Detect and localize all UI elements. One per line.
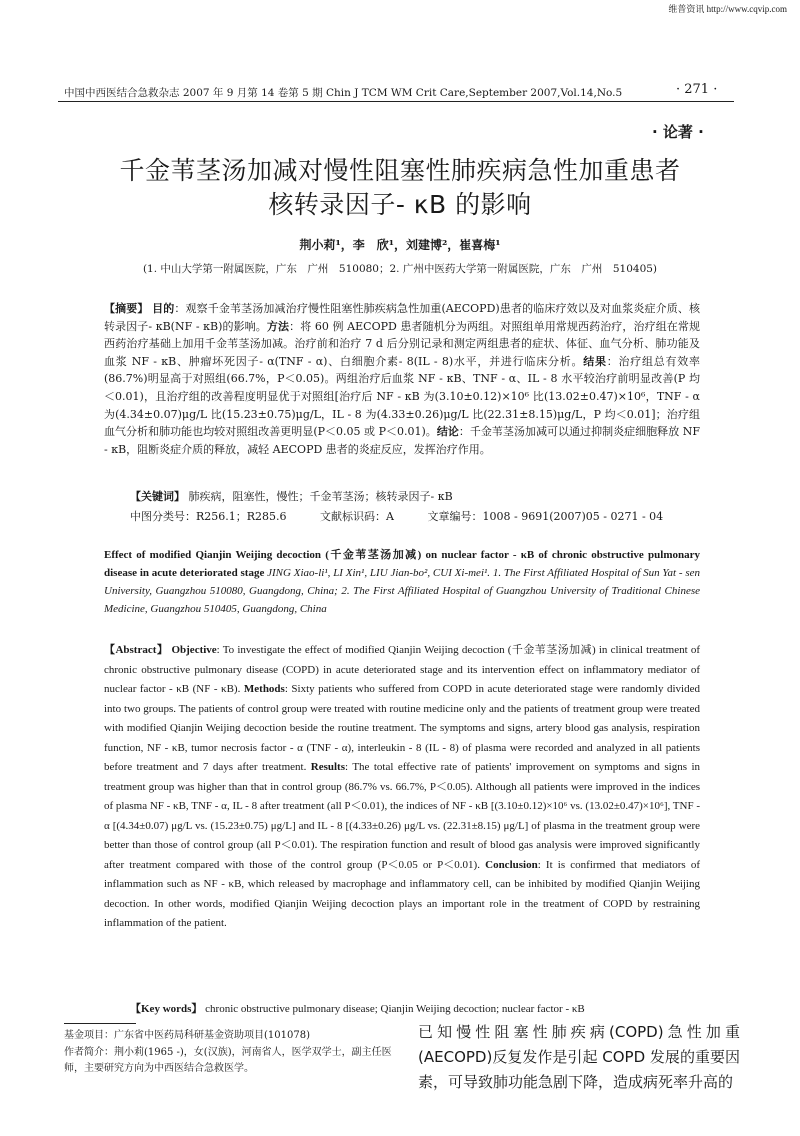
fund-note: 基金项目：广东省中医药局科研基金资助项目(101078)	[64, 1030, 310, 1041]
affiliation: (1. 中山大学第一附属医院，广东 广州 510080；2. 广州中医药大学第一附属医院，广东 广州 510405)	[142, 263, 658, 275]
journal-header: 中国中西医结合急救杂志 2007 年 9 月第 14 卷第 5 期 Chin J TCM WM Crit Care,September 2007,Vol.14,No.5	[64, 87, 623, 99]
footnote-rule	[64, 1023, 136, 1024]
article-number: 文章编号：1008 - 9691(2007)05 - 0271 - 04	[427, 510, 664, 523]
footnote	[64, 1028, 394, 1078]
en-methods-label: Methods	[243, 683, 285, 695]
document-code: 文献标识码：A	[320, 510, 394, 523]
en-abstract-label: 【Abstract】	[104, 644, 169, 656]
cn-objective: ：观察千金苇茎汤加减治疗慢性阻塞性肺疾病急性加重(AECOPD)患者的临床疗效以及对血浆炎症介质、核转录因子- κB(NF - κB)的影响。	[104, 302, 700, 333]
cn-results-label: 结果	[583, 354, 607, 368]
cn-keywords-text: 肺疾病，阻塞性，慢性；千金苇茎汤；核转录因子- κB	[188, 490, 453, 503]
cn-objective-label: 目的	[152, 302, 175, 315]
en-keywords-text: chronic obstructive pulmonary disease; Qianjin Weijing decoction; nuclear factor - κB	[205, 1003, 585, 1015]
header-rule	[58, 101, 734, 102]
paper-title-line-1: 千金苇茎汤加减对慢性阻塞性肺疾病急性加重患者	[119, 156, 681, 185]
en-conclusion: : It is confirmed that mediators of inflammation such as NF - κB, which released by macrophage and inflammatory cell, can be inhibited by modified Qianjin Weijing decoction. In other words, modified Qianjin Weijing decoction plays an important role in the treatment of COPD by restraining inflammation of the patient.	[104, 858, 700, 929]
en-conclusion-label: Conclusion	[485, 858, 538, 871]
en-methods: : Sixty patients who suffered from COPD in acute deteriorated stage were randomly divided into two groups. The patients of control group were treated with routine medicine only and the patients of treatment group were treated with modified Qianjin Weijing decoction beside the routine treatment. The symptoms and signs, artery blood gas analysis, respiration function, NF - κB, tumor necrosis factor - α (TNF - α), interleukin - 8 (IL - 8) of plasma were recorded and analyzed in all patients before treatment and 7 days after treatment.	[104, 683, 701, 773]
body-text: 已知慢性阻塞性肺疾病(COPD)急性加重(AECOPD)反复发作是引起 COPD 发展的重要因素，可导致肺功能急剧下降，造成病死率升高的	[418, 1023, 740, 1091]
english-title: Effect of modified Qianjin Weijing decoction (千金苇茎汤加减) on nuclear factor - κB of chronic obstructive pulmonary disease in acute deteriorated stage	[104, 549, 700, 579]
watermark: 维普资讯 http://www.cqvip.com	[668, 4, 787, 14]
authors: 荆小莉¹，李 欣¹，刘建博²，崔喜梅¹	[299, 238, 501, 252]
en-objective: : To investigate the effect of modified Qianjin Weijing decoction (千金苇茎汤加减) in clinical treatment of chronic obstructive pulmonary disease (COPD) in acute deteriorated stage and its intervention effect on inflammatory mediator of nuclear factor - κB (NF - κB).	[104, 644, 701, 695]
cn-methods-label: 方法	[266, 319, 290, 333]
chinese-keywords	[130, 488, 700, 504]
page-number: · 271 ·	[676, 82, 718, 97]
en-results: : The total effective rate of patients' improvement on symptoms and signs in treatment group was higher than that in control group (86.7% vs. 66.7%, P＜0.05). Although all patients were improved in the indices of plasma NF - κB, TNF - α, IL - 8 after treatment (all P＜0.01), the indices of NF - κB [(3.10±0.12)×10⁶ vs. (13.02±0.47)×10⁶], TNF - α [(4.34±0.07) μg/L vs. (15.23±0.75) μg/L] and IL - 8 [(4.33±0.26) μg/L vs. (22.31±8.15) μg/L] of plasma in the treatment group were better than those of control group (all P＜0.01). The respiration function and result of blood gas analysis were improved significantly after treatment compared with those of the control group (P＜0.05 or P＜0.01).	[104, 761, 701, 871]
cn-conclusion-label: 结论	[436, 425, 459, 439]
classification-line	[130, 508, 700, 524]
paper-title-line-2: 核转录因子- κB 的影响	[268, 190, 532, 219]
clc-number: 中图分类号：R256.1；R285.6	[130, 510, 287, 523]
cn-conclusion: ：千金苇茎汤加减可以通过抑制炎症细胞释放 NF - κB，阻断炎症介质的释放，减轻 AECOPD 患者的炎症反应，发挥治疗作用。	[104, 425, 700, 456]
cn-methods: ：将 60 例 AECOPD 患者随机分为两组。对照组单用常规西药治疗，治疗组在常规西药治疗基础上加用千金苇茎汤加减。治疗前和治疗 7 d 后分别记录和测定两组患者的症状、体征、血气分析、肺功能及血浆 NF - κB、肿瘤坏死因子- α(TNF - α)、白细胞介素- 8(IL - 8)水平，并进行临床分析。	[104, 319, 700, 368]
english-title-block	[104, 546, 700, 618]
english-authors-affiliation: JING Xiao-li¹, LI Xin¹, LIU Jian-bo², CUI Xi-mei¹. 1. The First Affiliated Hospital of Sun Yat - sen University, Guangzhou 510080, Guangdong, China; 2. The First Affiliated Hospital of Guangzhou University of Traditional Chinese Medicine, Guangzhou 510405, Guangdong, China	[104, 567, 700, 615]
cn-results: ：治疗组总有效率(86.7%)明显高于对照组(66.7%，P＜0.05)。两组治疗后血浆 NF - κB、TNF - α、IL - 8 水平较治疗前明显改善(P 均＜0.01)，且治疗组的改善程度明显优于对照组[治疗后 NF - κB 为(3.10±0.12)×10⁶ 比(13.02±0.47)×10⁶，TNF - α 为(4.34±0.07)μg/L 比(15.23±0.75)μg/L，IL - 8 为(4.33±0.26)μg/L 比(22.31±8.15)μg/L，P 均＜0.01]；治疗组血气分析和肺功能也均较对照组改善更明显(P＜0.05 或 P＜0.01)。	[104, 354, 701, 439]
en-results-label: Results	[310, 761, 346, 773]
english-abstract	[104, 641, 700, 934]
cn-keywords-label: 【关键词】	[130, 490, 185, 503]
author-intro-note: 作者简介：荆小莉(1965 -)，女(汉族)，河南省人，医学双学士，副主任医师，主要研究方向为中西医结合急救医学。	[64, 1046, 392, 1074]
section-tag: · 论著 ·	[652, 123, 704, 141]
en-keywords-label: 【Key words】	[130, 1003, 203, 1015]
cn-abstract-label: 【摘要】	[104, 302, 149, 315]
chinese-abstract	[104, 300, 700, 458]
english-keywords	[130, 1000, 700, 1016]
en-objective-label: Objective	[171, 644, 217, 656]
